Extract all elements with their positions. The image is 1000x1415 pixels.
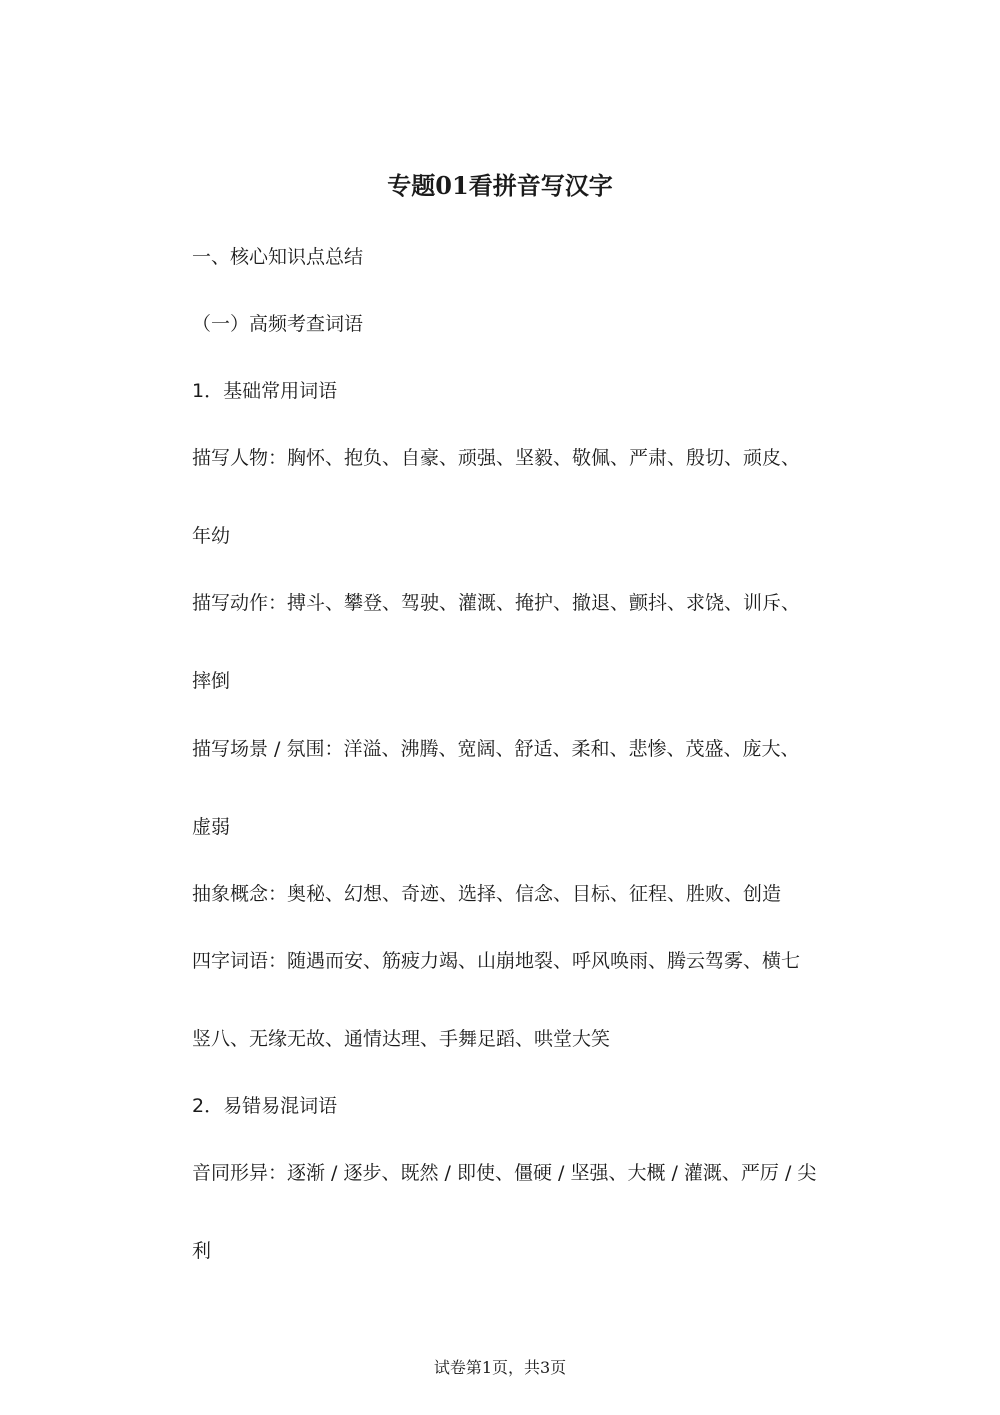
item-heading-basic-words: 1．基础常用词语 (192, 380, 338, 402)
paragraph-idioms-line-1: 四字词语：随遇而安、筋疲力竭、山崩地裂、呼风唤雨、腾云驾雾、横七 (192, 950, 801, 972)
paragraph-people-line-1: 描写人物：胸怀、抱负、自豪、顽强、坚毅、敬佩、严肃、殷切、顽皮、 (192, 447, 801, 469)
item-heading-confusable-words: 2．易错易混词语 (192, 1095, 338, 1117)
subsection-heading: （一）高频考查词语 (192, 313, 364, 335)
paragraph-homophones-line-1: 音同形异：逐渐 / 逐步、既然 / 即使、僵硬 / 坚强、大概 / 灌溉、严厉 / 尖 (192, 1162, 817, 1184)
paragraph-actions-line-1: 描写动作：搏斗、攀登、驾驶、灌溉、掩护、撤退、颤抖、求饶、训斥、 (192, 592, 801, 614)
paragraph-actions-line-2: 摔倒 (192, 670, 231, 692)
document-title: 专题01看拼音写汉字 (387, 171, 613, 200)
paragraph-people-line-2: 年幼 (192, 525, 231, 547)
paragraph-scenes-line-1: 描写场景 / 氛围：洋溢、沸腾、宽阔、舒适、柔和、悲惨、茂盛、庞大、 (192, 738, 800, 760)
paragraph-concepts-line-1: 抽象概念：奥秘、幻想、奇迹、选择、信念、目标、征程、胜败、创造 (192, 883, 782, 905)
paragraph-scenes-line-2: 虚弱 (192, 816, 231, 838)
section-heading: 一、核心知识点总结 (192, 246, 364, 268)
page-footer: 试卷第1页，共3页 (433, 1358, 567, 1377)
paragraph-homophones-line-2: 利 (192, 1240, 212, 1262)
paragraph-idioms-line-2: 竖八、无缘无故、通情达理、手舞足蹈、哄堂大笑 (192, 1028, 611, 1050)
